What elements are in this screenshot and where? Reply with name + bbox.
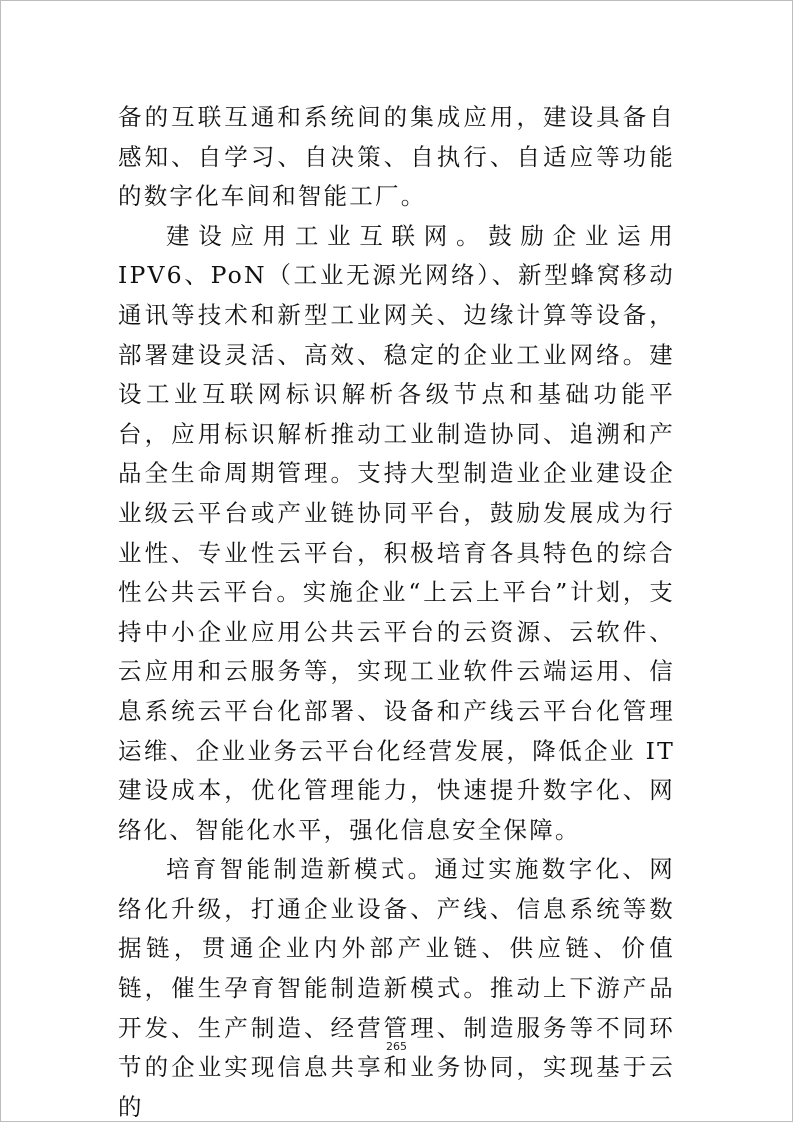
document-body (118, 98, 675, 1127)
page-number: 265 (386, 1040, 407, 1053)
paragraph-smart-manufacturing: 培育智能制造新模式。通过实施数字化、网络化升级，打通企业设备、产线、信息系统等数据链，贯通企业内外部产业链、供应链、价值链，催生孕育智能制造新模式。推动上下游产品开发、生产制造、经营管理、制造服务等不同环节的企业实现信息共享和业务协同，实现基于云的 (118, 855, 675, 1121)
paragraph-industrial-internet: 建设应用工业互联网。鼓励企业运用 IPV6、PoN（工业无源光网络）、新型蜂窝移动通讯等技术和新型工业网关、边缘计算等设备，部署建设灵活、高效、稳定的企业工业网络。建设工业互联网标识解析各级节点和基础功能平台，应用标识解析推动工业制造协同、追溯和产品全生命周期管理。支持大型制造业企业建设企业级云平台或产业链协同平台，鼓励发展成为行业性、专业性云平台，积极培育各具特色的综合性公共云平台。实施企业“上云上平台”计划，支持中小企业应用公共云平台的云资源、云软件、云应用和云服务等，实现工业软件云端运用、信息系统云平台化部署、设备和产线云平台化管理运维、企业业务云平台化经营发展，降低企业 IT 建设成本，优化管理能力，快速提升数字化、网络化、智能化水平，强化信息安全保障。 (118, 221, 675, 844)
paragraph-continuation: 备的互联互通和系统间的集成应用，建设具备自感知、自学习、自决策、自执行、自适应等功能的数字化车间和智能工厂。 (118, 103, 675, 211)
